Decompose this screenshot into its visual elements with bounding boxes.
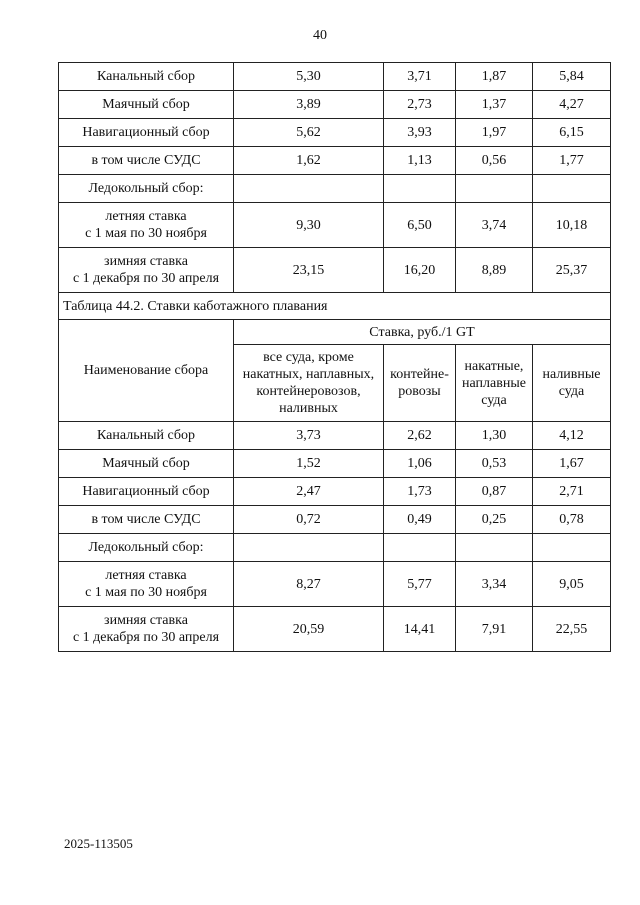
- rate-value: 23,15: [234, 248, 384, 293]
- table-caption-row: [59, 293, 611, 320]
- fee-name-line: летняя ставка: [105, 209, 187, 224]
- fee-name: [59, 607, 234, 652]
- rate-value: 2,47: [234, 478, 384, 506]
- table-row: [59, 562, 611, 607]
- table-row: [59, 450, 611, 478]
- rate-value: 1,06: [384, 450, 456, 478]
- rate-value: 0,49: [384, 506, 456, 534]
- rate-value: 20,59: [234, 607, 384, 652]
- rate-value: 8,89: [456, 248, 533, 293]
- fee-name-line: зимняя ставка: [104, 254, 188, 269]
- document-code: 2025-113505: [64, 836, 133, 851]
- subheader-all-ships: все суда, кроме накатных, наплавных, контейнеровозов, наливных: [234, 345, 384, 422]
- rate-value: 1,97: [456, 119, 533, 147]
- rate-value: 0,53: [456, 450, 533, 478]
- rate-value: 6,50: [384, 203, 456, 248]
- subheader-tankers: наливные суда: [533, 345, 611, 422]
- fee-name: [59, 203, 234, 248]
- fee-name: [59, 248, 234, 293]
- table-row: [59, 119, 611, 147]
- table-caption: Таблица 44.2. Ставки каботажного плавания: [59, 293, 611, 320]
- fee-name-line: с 1 мая по 30 ноября: [85, 226, 207, 241]
- empty-cell: [234, 175, 384, 203]
- rate-value: 1,67: [533, 450, 611, 478]
- table-row: [59, 63, 611, 91]
- fee-name: в том числе СУДС: [59, 506, 234, 534]
- empty-cell: [456, 534, 533, 562]
- rate-value: 3,74: [456, 203, 533, 248]
- fee-name: Ледокольный сбор:: [59, 175, 234, 203]
- table-row: [59, 422, 611, 450]
- table-row: [59, 91, 611, 119]
- rate-value: 4,12: [533, 422, 611, 450]
- rate-value: 5,62: [234, 119, 384, 147]
- rate-value: 1,87: [456, 63, 533, 91]
- empty-cell: [533, 534, 611, 562]
- fee-name: Канальный сбор: [59, 422, 234, 450]
- table-row: [59, 506, 611, 534]
- rate-value: 2,73: [384, 91, 456, 119]
- rate-value: 9,30: [234, 203, 384, 248]
- table-row: [59, 534, 611, 562]
- fee-name-line: с 1 декабря по 30 апреля: [72, 630, 220, 645]
- rate-value: 8,27: [234, 562, 384, 607]
- table-row: [59, 478, 611, 506]
- rate-value: 3,89: [234, 91, 384, 119]
- rate-value: 3,93: [384, 119, 456, 147]
- fee-name-line: зимняя ставка: [104, 613, 188, 628]
- rate-value: 7,91: [456, 607, 533, 652]
- rate-value: 0,87: [456, 478, 533, 506]
- table-bottom: [59, 293, 611, 652]
- rate-value: 5,30: [234, 63, 384, 91]
- empty-cell: [234, 534, 384, 562]
- table-header-row: [59, 320, 611, 345]
- rate-value: 1,73: [384, 478, 456, 506]
- rate-value: 25,37: [533, 248, 611, 293]
- empty-cell: [384, 534, 456, 562]
- rate-value: 0,25: [456, 506, 533, 534]
- rate-value: 0,78: [533, 506, 611, 534]
- rate-value: 1,77: [533, 147, 611, 175]
- empty-cell: [456, 175, 533, 203]
- rate-value: 22,55: [533, 607, 611, 652]
- rate-value: 1,37: [456, 91, 533, 119]
- fee-name-line: с 1 мая по 30 ноября: [85, 585, 207, 600]
- fee-name: Навигационный сбор: [59, 478, 234, 506]
- rate-value: 6,15: [533, 119, 611, 147]
- table-top: [59, 63, 611, 293]
- fee-name: Маячный сбор: [59, 450, 234, 478]
- rate-value: 10,18: [533, 203, 611, 248]
- rate-value: 3,73: [234, 422, 384, 450]
- column-header-rate: Ставка, руб./1 GT: [234, 320, 611, 345]
- fee-name-line: летняя ставка: [105, 568, 187, 583]
- table-row: [59, 147, 611, 175]
- rate-value: 1,52: [234, 450, 384, 478]
- rate-value: 2,62: [384, 422, 456, 450]
- fee-name-line: с 1 декабря по 30 апреля: [72, 271, 220, 286]
- column-header-fee: Наименование сбора: [59, 320, 234, 422]
- rate-value: 1,62: [234, 147, 384, 175]
- rate-value: 5,77: [384, 562, 456, 607]
- rate-value: 0,56: [456, 147, 533, 175]
- rates-table: [58, 62, 611, 652]
- rate-value: 3,71: [384, 63, 456, 91]
- rate-value: 0,72: [234, 506, 384, 534]
- subheader-roro-ships: накатные, наплавные суда: [456, 345, 533, 422]
- rate-value: 14,41: [384, 607, 456, 652]
- rate-value: 4,27: [533, 91, 611, 119]
- rate-value: 2,71: [533, 478, 611, 506]
- rate-value: 16,20: [384, 248, 456, 293]
- table-row: [59, 203, 611, 248]
- fee-name: Навигационный сбор: [59, 119, 234, 147]
- table-row: [59, 175, 611, 203]
- fee-name: в том числе СУДС: [59, 147, 234, 175]
- table-row: [59, 248, 611, 293]
- table-row: [59, 607, 611, 652]
- rate-value: 1,13: [384, 147, 456, 175]
- fee-name: [59, 562, 234, 607]
- rate-value: 9,05: [533, 562, 611, 607]
- subheader-container-ships: контейне-ровозы: [384, 345, 456, 422]
- fee-name: Канальный сбор: [59, 63, 234, 91]
- fee-name: Ледокольный сбор:: [59, 534, 234, 562]
- rate-value: 1,30: [456, 422, 533, 450]
- fee-name: Маячный сбор: [59, 91, 234, 119]
- empty-cell: [533, 175, 611, 203]
- rate-value: 5,84: [533, 63, 611, 91]
- empty-cell: [384, 175, 456, 203]
- rate-value: 3,34: [456, 562, 533, 607]
- page-number: 40: [313, 28, 327, 43]
